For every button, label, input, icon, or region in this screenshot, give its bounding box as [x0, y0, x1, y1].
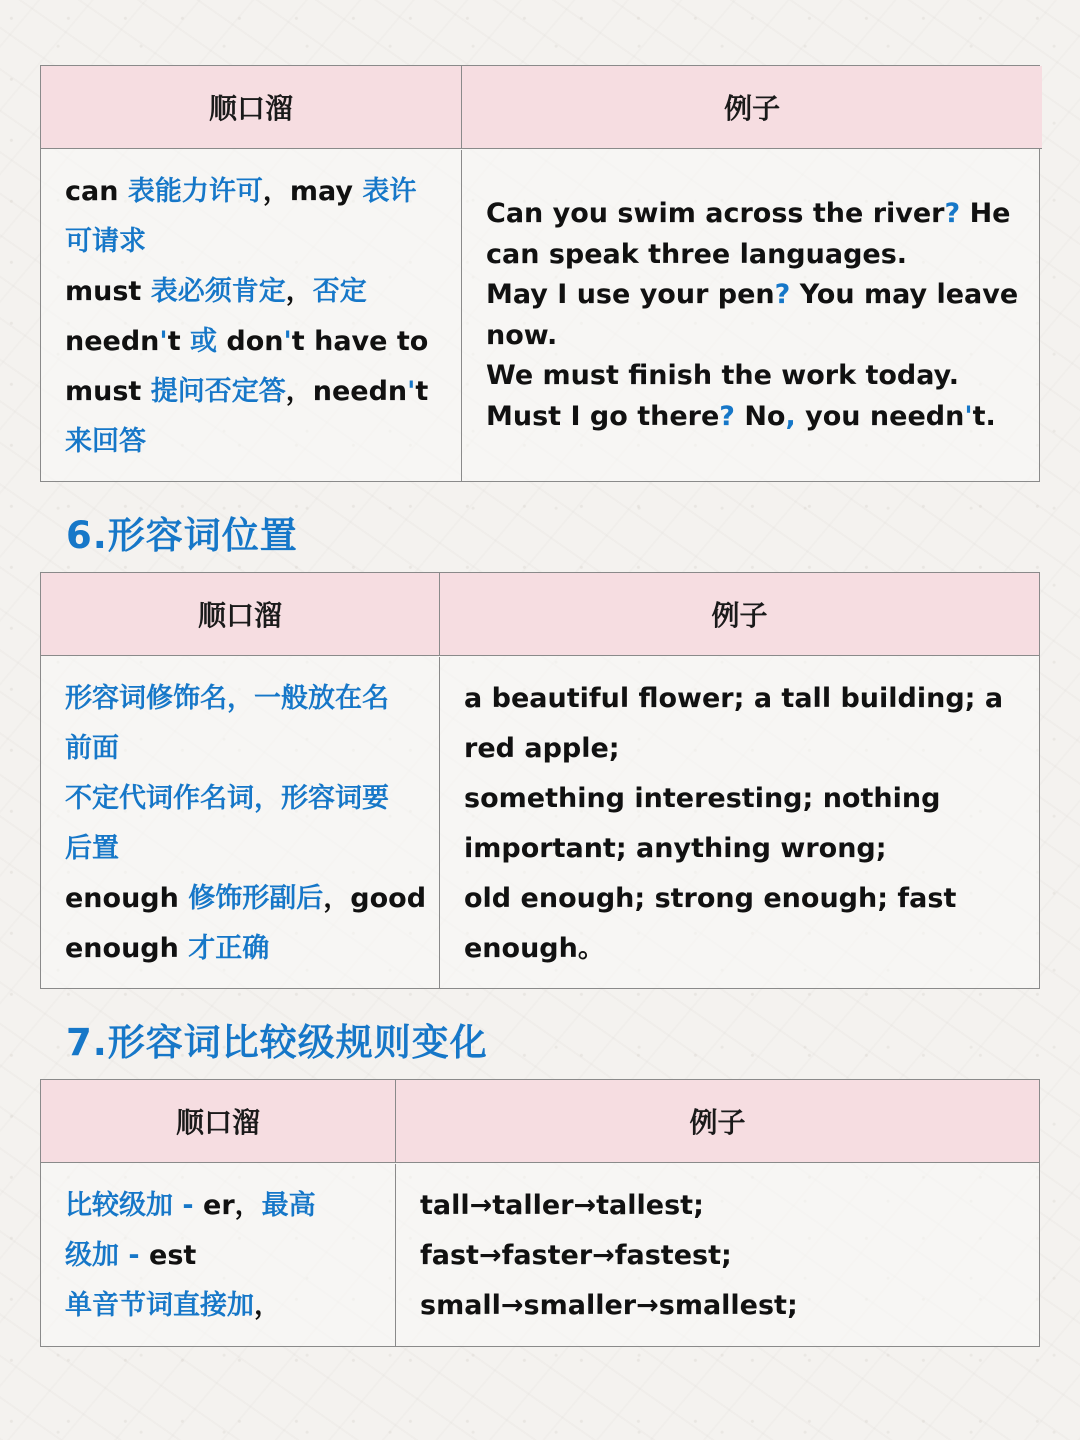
text-line [464, 674, 1015, 724]
plain-text: Can you swim across the river [486, 198, 945, 229]
text-line [65, 417, 437, 467]
plain-text: ，may [262, 176, 363, 207]
header-example: 例子 [396, 1080, 1039, 1163]
plain-text: er， [203, 1190, 262, 1221]
text-line [486, 194, 1018, 235]
highlight-text: ? [774, 279, 791, 310]
text-line [420, 1231, 1015, 1281]
highlight-text: 前面 [65, 733, 119, 764]
plain-text: must [65, 276, 151, 307]
plain-text: can [65, 176, 128, 207]
modal-verbs-table [40, 65, 1040, 482]
plain-text: He [960, 198, 1011, 229]
example-cell [440, 657, 1039, 988]
plain-text: We must finish the work today. [486, 360, 960, 391]
plain-text: enough。 [464, 933, 605, 964]
highlight-text: 形容词修饰名，一般放在名 [65, 683, 389, 714]
plain-text: ，good [323, 883, 427, 914]
highlight-text: ' [407, 376, 416, 407]
text-line [464, 724, 1015, 774]
text-line [464, 874, 1015, 924]
text-line [65, 774, 415, 824]
plain-text: ，needn [285, 376, 408, 407]
section-heading-6: 6.形容词位置 [66, 514, 298, 557]
text-line [65, 924, 415, 974]
text-line [486, 235, 1018, 276]
highlight-text: - [128, 1240, 150, 1271]
text-line [65, 1181, 371, 1231]
plain-text: t [415, 376, 429, 407]
plain-text: can speak three languages. [486, 238, 908, 270]
plain-text: t [167, 326, 190, 357]
text-line [486, 275, 1018, 316]
text-line [65, 1281, 371, 1331]
highlight-text: 比较级加 [65, 1190, 183, 1221]
plain-text: May I use your pen [486, 279, 775, 310]
comparative-table [40, 1079, 1040, 1347]
text-line [464, 924, 1015, 974]
plain-text: fast→faster→fastest; [420, 1240, 732, 1271]
text-line [65, 824, 415, 874]
highlight-text: 或 [190, 326, 227, 357]
plain-text: don [226, 326, 284, 357]
plain-text: red apple; [464, 733, 620, 764]
highlight-text: ? [719, 400, 735, 432]
highlight-text: 提问否定答 [150, 376, 286, 407]
plain-text: You may leave [790, 279, 1019, 310]
text-line [65, 267, 437, 317]
highlight-text: 表必须肯定 [150, 276, 286, 307]
text-line [65, 367, 437, 417]
highlight-text: 不定代词作名词，形容词要 [65, 783, 389, 814]
plain-text: t have to [291, 326, 429, 357]
section-heading-7: 7.形容词比较级规则变化 [66, 1021, 488, 1064]
plain-text: est [149, 1240, 197, 1271]
plain-text: something interesting; nothing [464, 783, 941, 814]
header-rule: 顺口溜 [41, 1080, 396, 1163]
text-line [486, 316, 1018, 357]
header-example: 例子 [440, 573, 1039, 656]
highlight-text: 才正确 [188, 933, 270, 964]
text-line [486, 356, 1018, 397]
plain-text: enough [65, 883, 189, 914]
highlight-text: 来回答 [65, 426, 146, 457]
plain-text: No [734, 400, 786, 432]
highlight-text: 后置 [65, 833, 119, 864]
plain-text: tall→taller→tallest; [420, 1190, 704, 1221]
text-line [65, 674, 415, 724]
rule-cell [41, 150, 462, 481]
highlight-text: 级加 [65, 1240, 129, 1271]
highlight-text: ' [964, 400, 973, 432]
highlight-text: 表许 [362, 176, 417, 207]
highlight-text: ' [283, 326, 292, 357]
highlight-text: 最高 [261, 1190, 316, 1221]
adjective-position-table [40, 572, 1040, 989]
text-line [420, 1181, 1015, 1231]
plain-text: Must I go there [486, 400, 720, 432]
plain-text: t. [972, 400, 996, 432]
rule-cell [41, 657, 440, 988]
highlight-text: 单音节词直接加 [65, 1290, 254, 1321]
highlight-text: ? [944, 198, 961, 229]
text-line [464, 774, 1015, 824]
text-line [420, 1281, 1015, 1331]
highlight-text: 修饰形副后 [188, 883, 324, 914]
plain-text: important; anything wrong; [464, 833, 887, 864]
plain-text: ， [254, 1290, 281, 1321]
header-rule: 顺口溜 [41, 66, 462, 149]
highlight-text: - [182, 1190, 204, 1221]
text-line [65, 317, 437, 367]
highlight-text: 表能力许可 [127, 176, 263, 207]
highlight-text: 可请求 [65, 226, 146, 257]
plain-text: you needn [795, 400, 965, 432]
text-line [65, 217, 437, 267]
example-cell [462, 150, 1042, 481]
rule-cell [41, 1164, 396, 1346]
text-line [65, 1231, 371, 1281]
plain-text: enough [65, 933, 189, 964]
plain-text: old enough; strong enough; fast [464, 883, 957, 914]
text-line [65, 724, 415, 774]
highlight-text: 否定 [312, 276, 367, 307]
text-line [464, 824, 1015, 874]
highlight-text: ' [159, 326, 168, 357]
plain-text: must [65, 376, 151, 407]
highlight-text: , [785, 400, 796, 432]
example-cell [396, 1164, 1039, 1346]
plain-text: ， [285, 276, 313, 307]
plain-text: small→smaller→smallest; [420, 1290, 798, 1321]
header-example: 例子 [462, 66, 1042, 149]
plain-text: needn [65, 326, 160, 357]
plain-text: a beautiful flower; a tall building; a [464, 683, 1004, 714]
plain-text: now. [486, 319, 558, 351]
header-rule: 顺口溜 [41, 573, 440, 656]
text-line [486, 397, 1018, 438]
text-line [65, 874, 427, 924]
text-line [65, 167, 437, 217]
